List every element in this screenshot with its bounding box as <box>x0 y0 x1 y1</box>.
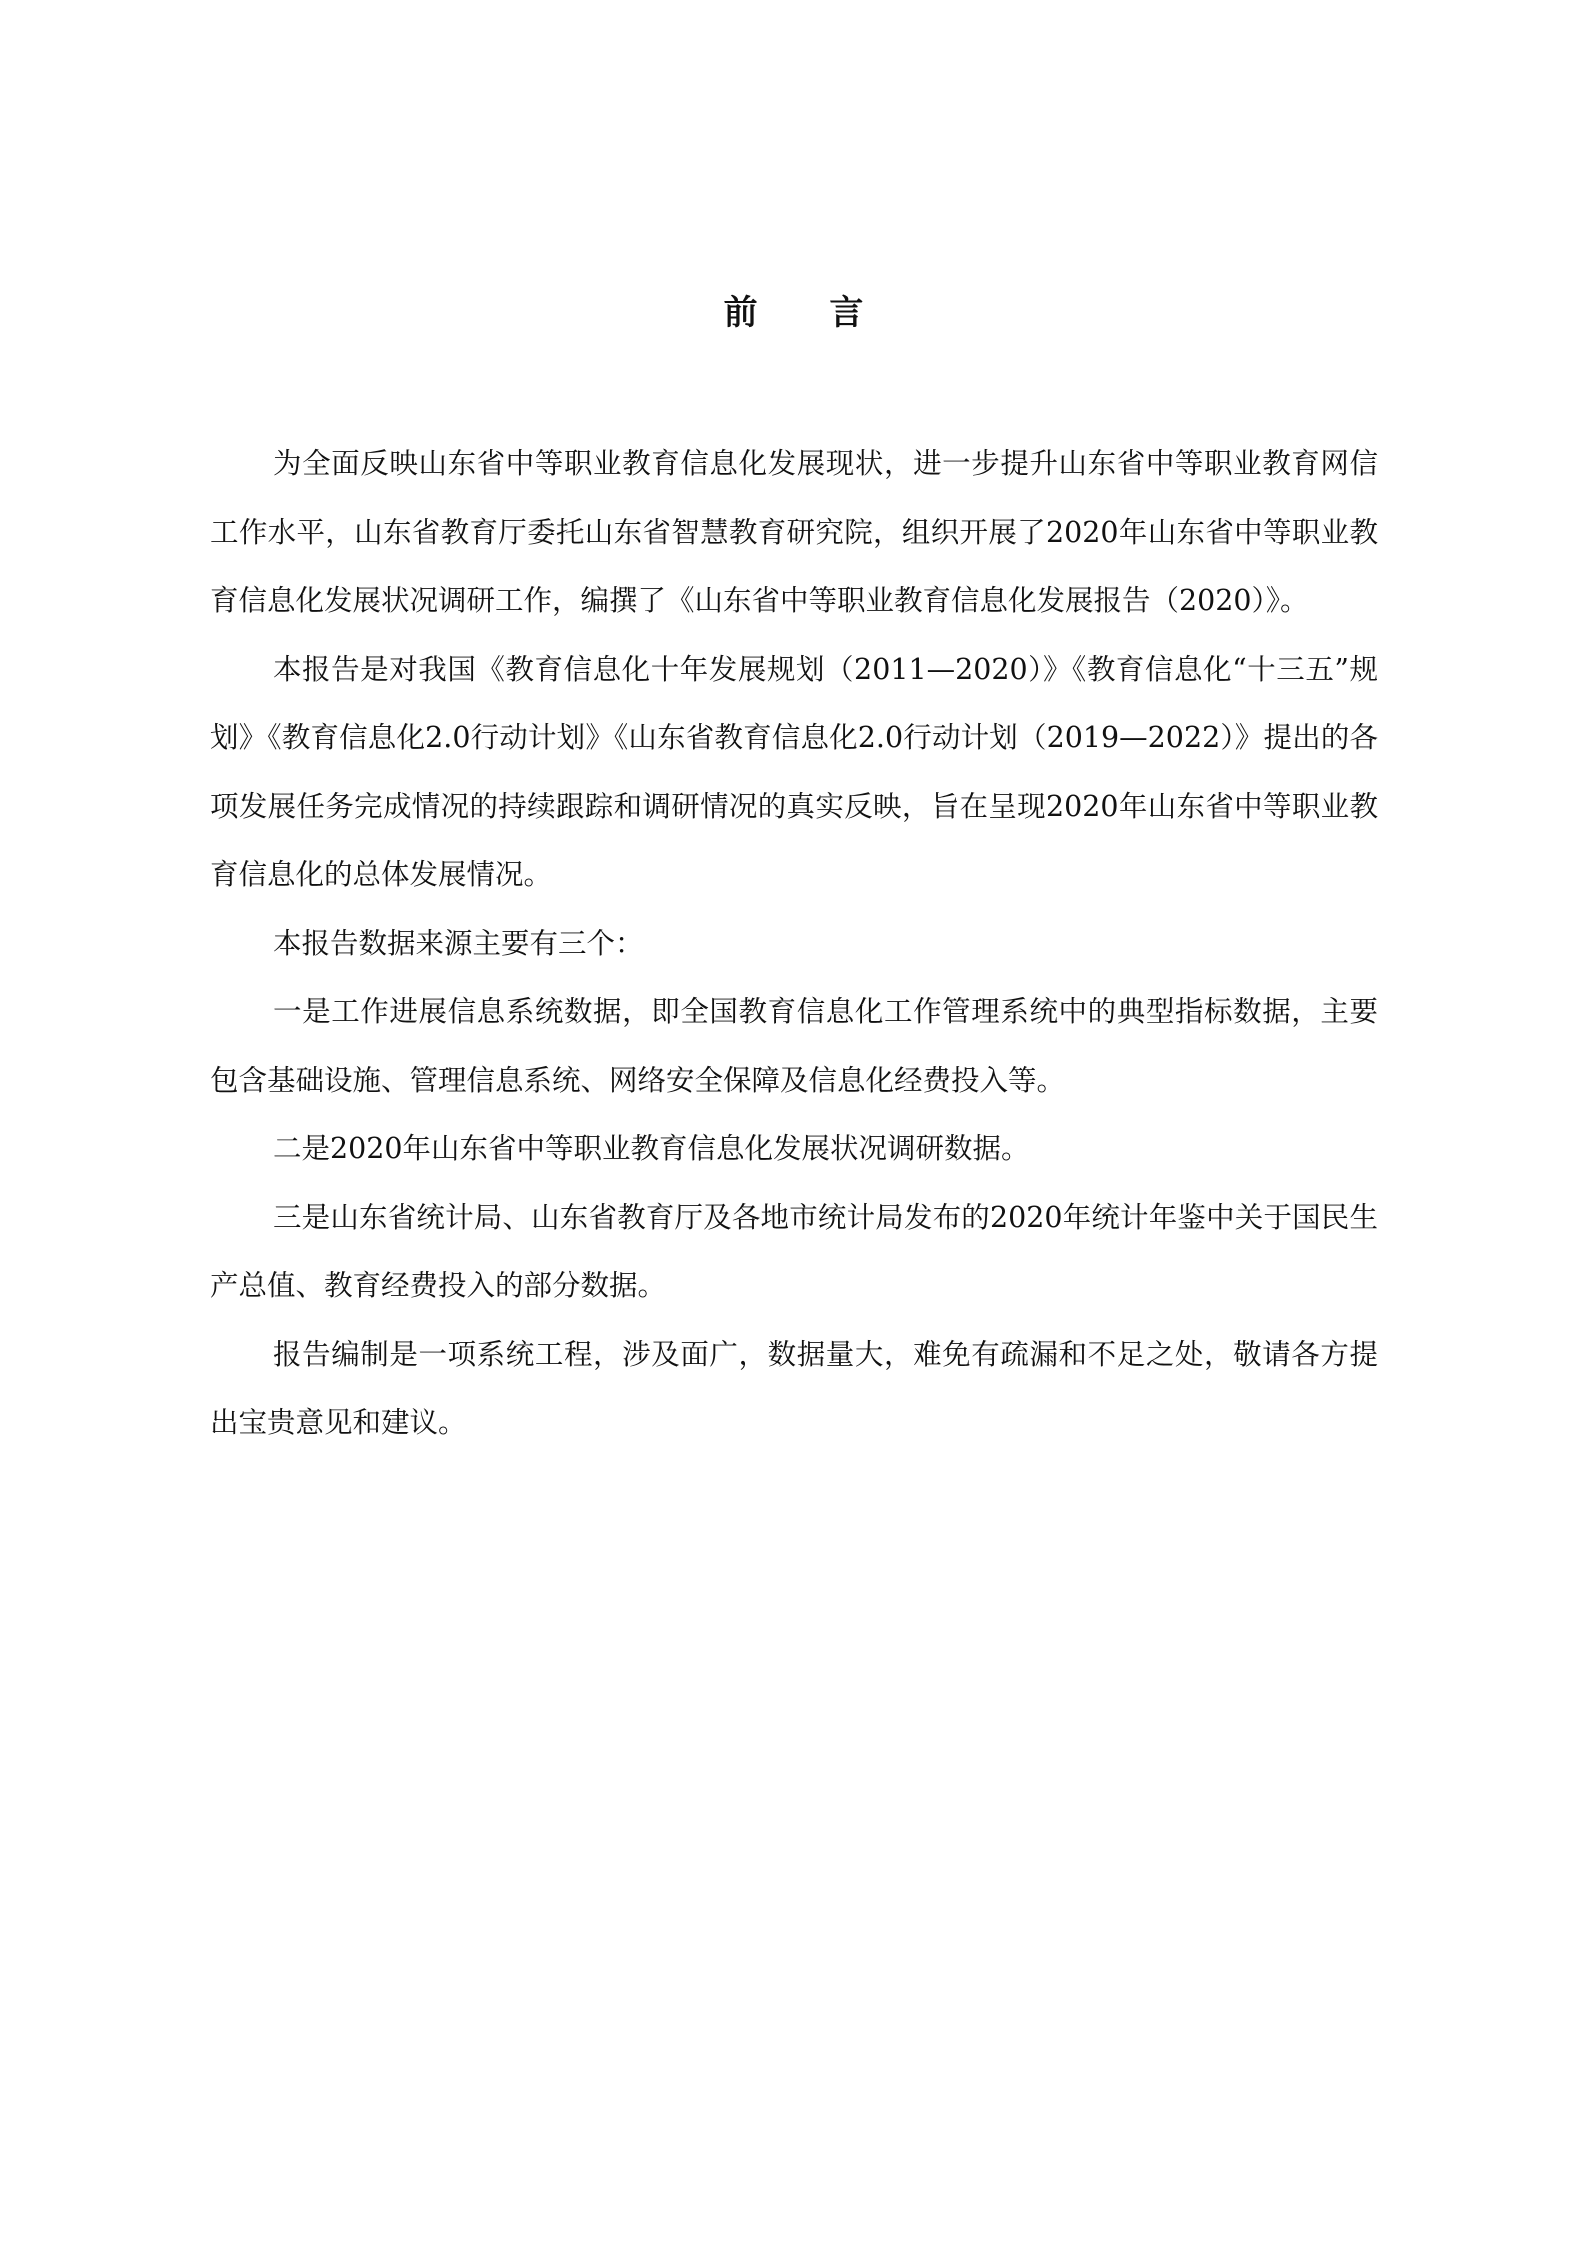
paragraph-source-three: 三是山东省统计局、山东省教育厅及各地市统计局发布的2020年统计年鉴中关于国民生产总值、教育经费投入的部分数据。 <box>210 1200 1378 1302</box>
preface-body <box>210 430 1378 1458</box>
page-title: 前 言 <box>723 293 894 333</box>
paragraph-data-sources-heading: 本报告数据来源主要有三个： <box>273 926 644 960</box>
paragraph-closing: 报告编制是一项系统工程，涉及面广，数据量大，难免有疏漏和不足之处，敬请各方提出宝贵意见和建议。 <box>210 1337 1378 1439</box>
paragraph-intro: 为全面反映山东省中等职业教育信息化发展现状，进一步提升山东省中等职业教育网信工作水平，山东省教育厅委托山东省智慧教育研究院，组织开展了2020年山东省中等职业教育信息化发展状况调研工作，编撰了《山东省中等职业教育信息化发展报告（2020）》。 <box>210 447 1378 617</box>
paragraph-source-one: 一是工作进展信息系统数据，即全国教育信息化工作管理系统中的典型指标数据，主要包含基础设施、管理信息系统、网络安全保障及信息化经费投入等。 <box>210 995 1378 1097</box>
paragraph-source-two: 二是2020年山东省中等职业教育信息化发展状况调研数据。 <box>273 1132 1030 1165</box>
paragraph-report-basis: 本报告是对我国《教育信息化十年发展规划（2011—2020）》《教育信息化“十三五”规划》《教育信息化2.0行动计划》《山东省教育信息化2.0行动计划（2019—2022）》提出的各项发展任务完成情况的持续跟踪和调研情况的真实反映，旨在呈现2020年山东省中等职业教育信息化的总体发展情况。 <box>210 652 1378 891</box>
